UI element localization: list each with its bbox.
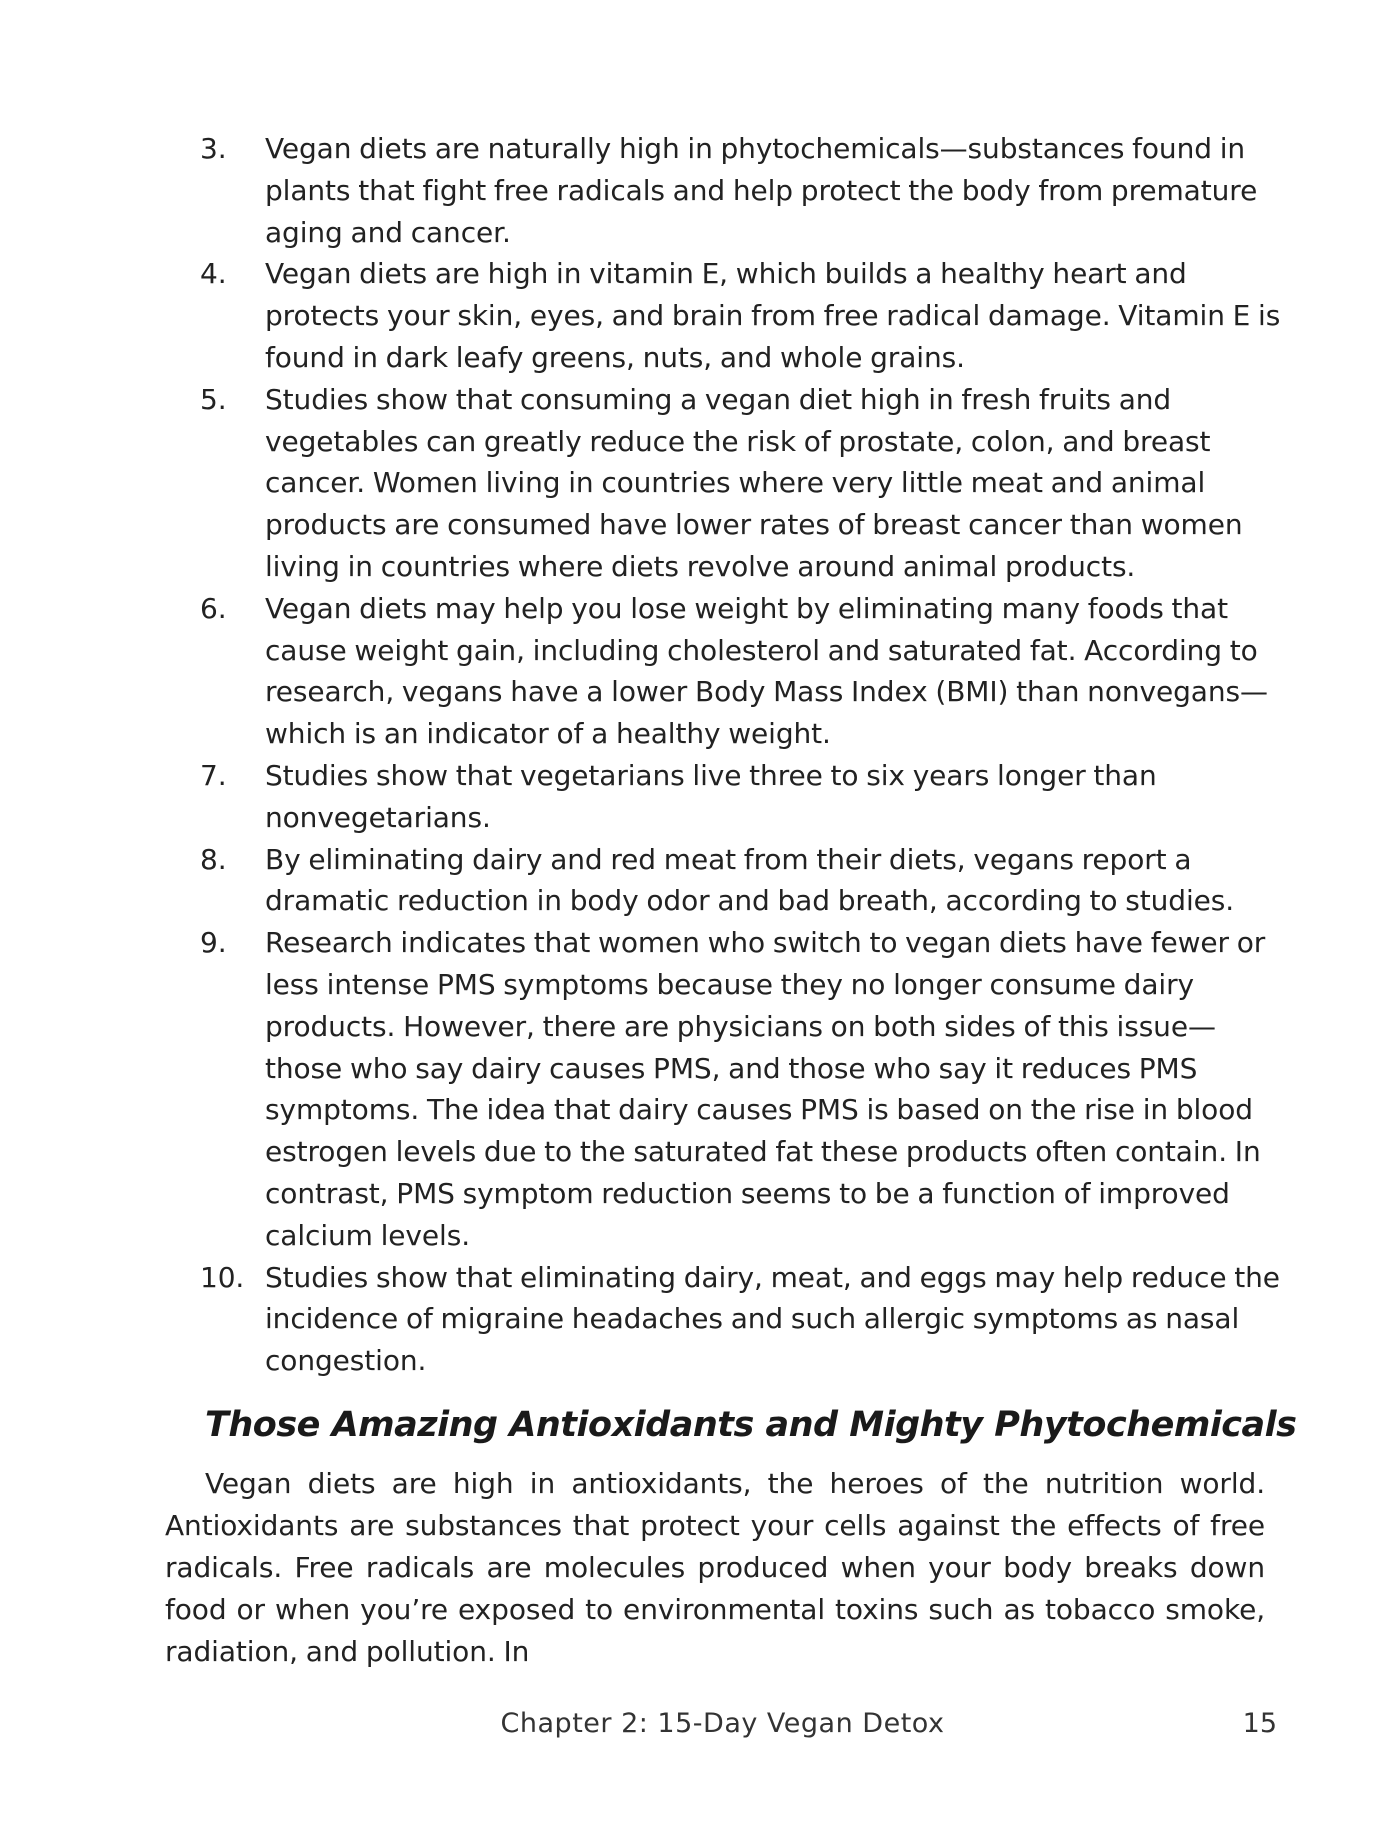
list-item-number: 6.	[200, 591, 227, 625]
list-item-text: Vegan diets are high in vitamin E, which builds a healthy heart and protects your skin, eyes, and brain from free radical damage. Vitamin E is found in dark leafy greens, nuts, and whole grains.	[265, 257, 1281, 374]
list-item-number: 9.	[200, 926, 227, 960]
list-item	[200, 922, 1285, 1256]
list-item-number: 10.	[200, 1260, 245, 1294]
list-item	[200, 1257, 1285, 1382]
section-heading: Those Amazing Antioxidants and Mighty Phytochemicals	[205, 1405, 1297, 1445]
list-item	[200, 755, 1285, 839]
section-paragraph: Vegan diets are high in antioxidants, the heroes of the nutrition world. Antioxidants are substances that protect your cells against the effects of free radicals. Free radicals are molecules produced when your body breaks down food or when you’re exposed to environmental toxins such as tobacco smoke, radiation, and pollution. In	[165, 1467, 1265, 1668]
list-item-text: Studies show that consuming a vegan diet high in fresh fruits and vegetables can greatly reduce the risk of prostate, colon, and breast cancer. Women living in countries where very little meat and animal products are consumed have lower rates of breast cancer than women living in countries where diets revolve around animal products.	[265, 382, 1243, 583]
list-item-number: 8.	[200, 842, 227, 876]
list-item-number: 5.	[200, 382, 227, 416]
list-item-text: Studies show that vegetarians live three to six years longer than nonvegetarians.	[265, 758, 1157, 834]
benefits-list	[200, 128, 1285, 1382]
list-item-text: Vegan diets may help you lose weight by eliminating many foods that cause weight gain, including cholesterol and saturated fat. According to research, vegans have a lower Body Mass Index (BMI) than nonvegans—which is an indicator of a healthy weight.	[265, 591, 1268, 751]
list-item	[200, 128, 1285, 253]
page-number: 15	[1242, 1708, 1277, 1739]
list-item-text: Vegan diets are naturally high in phytochemicals—substances found in plants that fight free radicals and help protect the body from premature aging and cancer.	[265, 132, 1258, 249]
list-item-number: 4.	[200, 257, 227, 291]
list-item-number: 7.	[200, 758, 227, 792]
list-item-text: By eliminating dairy and red meat from their diets, vegans report a dramatic reduction in body odor and bad breath, according to studies.	[265, 842, 1235, 918]
list-item	[200, 253, 1285, 378]
list-item	[200, 839, 1285, 923]
list-item	[200, 588, 1285, 755]
list-item-number: 3.	[200, 132, 227, 165]
footer-chapter-title: Chapter 2: 15-Day Vegan Detox	[500, 1708, 945, 1739]
list-item-text: Studies show that eliminating dairy, meat, and eggs may help reduce the incidence of migraine headaches and such allergic symptoms as nasal congestion.	[265, 1260, 1280, 1378]
list-item	[200, 379, 1285, 588]
list-item-text: Research indicates that women who switch to vegan diets have fewer or less intense PMS symptoms because they no longer consume dairy products. However, there are physicians on both sides of this issue—those who say dairy causes PMS, and those who say it reduces PMS symptoms. The idea that dairy causes PMS is based on the rise in blood estrogen levels due to the saturated fat these products often contain. In contrast, PMS symptom reduction seems to be a function of improved calcium levels.	[265, 926, 1266, 1252]
